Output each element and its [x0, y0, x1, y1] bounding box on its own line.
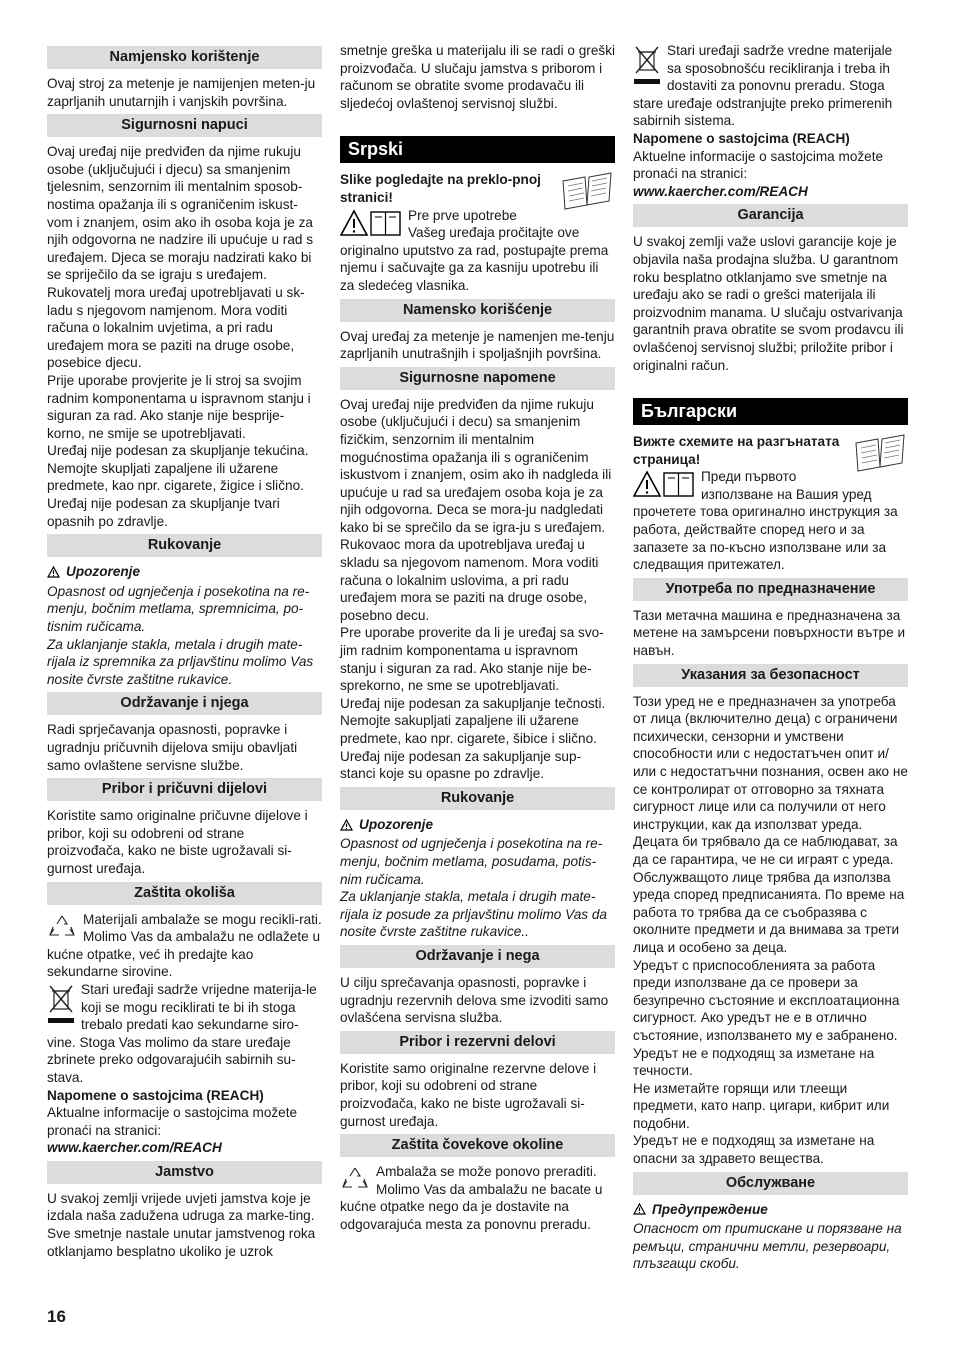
paragraph: U cilju sprečavanja opasnosti, popravke i ugradnju rezervnih delova sme izvoditi samo ovlašćena servisna služba. — [340, 974, 609, 1026]
warning-label-text: Upozorenje — [359, 816, 434, 832]
open-book-icon — [852, 433, 908, 473]
paragraph: Уредът не е подходящ за изметане на опасни за здравето вещества. — [633, 1133, 875, 1167]
paragraph: Ovaj uređaj nije predviđen da njime rukuju osobe (uključujući i djecu) sa smanjenim tjelesnim, senzornim ili mentalnim sposob-nostima opažanja ili s ograničenim iskust-vom i znanjem, osim ako ih osoba koja je za njih odgovorna ne nadzire ili upućuje u rad s uređajem. Djeca se moraju nadzirati kako bi se spriječilo da se igraju s uređajem. — [47, 144, 314, 283]
section-heading: Jamstvo — [47, 1161, 322, 1184]
paragraph: Prije uporabe provjerite je li stroj sa svojim radnim komponentama u ispravnom stanju i siguran za rad. Ako stanje nije besprije-korno, ne smije se upotrebljavati. — [47, 372, 311, 441]
paragraph: U svakoj zemlji vrijede uvjeti jamstva koje je izdala naša zadužena udruga za marke-ting. Sve smetnje nastale unutar jamstvenog roka otklanjamo besplatno ukoliko je uzrok — [47, 1190, 316, 1259]
section-heading: Rukovanje — [47, 534, 322, 557]
paragraph: Uređaj nije podesan za skupljanje tekućina. — [47, 443, 309, 459]
paragraph: smetnje greška u materijalu ili se radi o greški proizvođača. U slučaju jamstva s priborom i računom se obratite svome prodavaču ili sljedećoj ovlaštenoj servisnoj službi. — [340, 43, 616, 111]
paragraph-text: Преди първото използване на Вашия уред прочетете това оригинално инструкция за работа, действайте според него и за запазете за по-късно използване или за следващия притежател. — [633, 469, 898, 573]
column-1 — [47, 42, 322, 1260]
paragraph — [633, 468, 908, 574]
warning-label — [633, 1201, 908, 1219]
paragraph: Тази метачна машина е предназначена за метене на замърсени повърхности вътре и навън. — [633, 607, 906, 659]
crossed-bin-icon — [47, 983, 75, 1025]
page-number: 16 — [47, 1307, 66, 1326]
column-3 — [633, 42, 908, 1273]
language-heading: Srpski — [340, 136, 615, 163]
warning-read-manual-icon — [633, 470, 695, 498]
paragraph-text: Materijali ambalaže se mogu recikli-rati. Molimo Vas da ambalažu ne odlažete u kućne otpatke, već ih predajte kao sekundarne sirovine. — [47, 911, 322, 980]
section-heading: Održavanje i njega — [47, 692, 322, 715]
paragraph-text: Pre prve upotrebe Vašeg uređaja pročitajte ove originalno uputstvo za rad, postupajte prema njemu i sačuvajte ga za kasniju upotrebu ili za sledećeg vlasnika. — [340, 207, 609, 293]
warning-triangle-icon — [340, 819, 353, 831]
warning-label — [47, 563, 322, 581]
warning-label-text: Upozorenje — [66, 564, 141, 580]
see-figures-text: Slike pogledajte na preklo-pnoj stranici! — [340, 172, 541, 205]
section-heading: Garancija — [633, 204, 908, 227]
paragraph: Aktuelne informacije o sastojcima možete pronaći na stranici: — [633, 148, 884, 182]
section-heading: Zaštita čovekove okoline — [340, 1134, 615, 1157]
warning-triangle-icon — [47, 566, 60, 578]
paragraph: Уредът с приспособленията за работа преди използване да се провери за безупречно състояние и експлоатационна сигурност. Ако уредът не е в отлично състояние, използването му е забранено. — [633, 957, 900, 1043]
see-figures-text: Вижте схемите на разгънатата страница! — [633, 434, 840, 467]
section-heading: Sigurnosne napomene — [340, 367, 615, 390]
see-figures-block — [633, 433, 908, 468]
paragraph: Nemojte skupljati zapaljene ili užarene predmete, kao npr. cigarete, žigice i slično. — [47, 460, 304, 494]
paragraph-text: Ambalaža se može ponovo preraditi. Molimo Vas da ambalažu ne bacate u kućne otpatke nego da je dostavite na odgovarajuća mesta za ponovnu preradu. — [340, 1164, 603, 1232]
reach-title: Napomene o sastojcima (REACH) — [47, 1087, 264, 1103]
column-2 — [340, 42, 615, 1233]
paragraph: Pre uporabe proverite da li je uređaj sa svo-jim radnim komponentama u ispravnom stanju i siguran za rad. Ako stanje nije be-sprekorno, ne sme se upotrebljavati. — [340, 625, 604, 694]
paragraph: Децата би трябвало да се наблюдават, за да се гарантира, че не си играят с уреда. — [633, 834, 898, 867]
warning-label — [340, 816, 615, 834]
recycle-icon — [47, 913, 77, 941]
see-figures-block — [340, 171, 615, 206]
warning-triangle-icon — [633, 1203, 646, 1215]
paragraph: Aktualne informacije o sastojcima možete pronaći na stranici: — [47, 1105, 298, 1138]
section-heading: Namensko korišćenje — [340, 299, 615, 322]
section-heading: Zaštita okoliša — [47, 882, 322, 905]
paragraph: Radi sprječavanja opasnosti, popravke i ugradnju pričuvnih dijelova smiju obavljati samo ovlaštene servisne službe. — [47, 722, 298, 773]
reach-url[interactable]: www.kaercher.com/REACH — [633, 183, 808, 199]
warning-label-text: Предупреждение — [652, 1201, 768, 1217]
paragraph: Ovaj uređaj za metenje je namenjen me-tenju zaprljanih unutrašnjih i spoljašnjih površina. — [340, 328, 615, 362]
paragraph — [633, 42, 908, 130]
warning-text: Opasnost od ugnječenja i posekotina na re-menju, bočnim metlama, posudama, potis-nim ručicama. — [340, 836, 603, 887]
warning-text: Za uklanjanje stakla, metala i drugih mate-rijala iz posude za prljavštinu molimo Vas da nosite čvrste zaštitne rukavice.. — [340, 889, 607, 940]
paragraph: Rukovatelj mora uređaj upotrebljavati u sk-ladu s njegovom namjenom. Mora voditi računa o lokalnim uvjetima, a pri radu uređajem mora se paziti na druge osobe, posebice djecu. — [47, 284, 305, 371]
section-heading: Namjensko korištenje — [47, 46, 322, 69]
paragraph: Koristite samo originalne pričuvne dijelove i pribor, koji su odobreni od strane proizvođača, kako ne biste ugrožavali si-gurnost uređaja. — [47, 808, 308, 876]
section-heading: Održavanje i nega — [340, 945, 615, 968]
warning-read-manual-icon — [340, 209, 402, 237]
warning-text: Опасност от притискане и порязване на ремъци, странични метли, резервоари, плъзгащи скоби. — [633, 1221, 902, 1272]
language-heading: Български — [633, 398, 908, 425]
paragraph: Този уред не е предназначен за употреба от лица (включително деца) с ограничени психически, сензорни и умствени способности или с недостатъчен опит и/или с недостатъчни познания, освен ако не се контролират от отговорно за тяхната сигурност лице или са получили от него инструкции, как да използват уреда. — [633, 693, 908, 832]
recycle-icon — [340, 1165, 370, 1193]
paragraph — [340, 1163, 615, 1233]
paragraph: U svakoj zemlji važe uslovi garancije koje je objavila naša prodajna služba. U garantnom roku besplatno otklanjamo sve smetnje na uređaju ako se radi o grešci materijala ili proizvodnim manama. U slučaju ostvarivanja garantnih prava obratite se svom prodavcu ili ovlašćenoj servisnoj službi; priložite pribor i originalni račun. — [633, 234, 904, 373]
open-book-icon — [559, 171, 615, 211]
paragraph-text: Stari uređaji sadrže vrijedne materija-le koji se mogu reciklirati te bi ih stoga trebalo predati kao sekundarne sirо-vine. Stoga Vas molimo da stare uređaje zbrinete preko odgovarajućih sabirnih su-stava. — [47, 981, 317, 1085]
paragraph: Ovaj uređaj nije predviđen da njime rukuju osobe (uključujući i decu) sa smanjenim fizičkim, senzornim ili mentalnim mogućnostima opažanja ili s ograničenim iskustvom i znanjem, osim ako ih nadgleda ili upućuje u rad sa uređajem osoba koja je za njih odgovorna. Deca se mora-ju nadgledati kako bi se sprečilo da se igra-ju s uređajem. — [340, 396, 612, 535]
paragraph: Koristite samo originalne rezervne delove i pribor, koji su odobreni od strane proizvođača, kako ne biste ugrožavali si-gurnost uređaja. — [340, 1060, 597, 1129]
paragraph: Rukovaoc mora da upotrebljava uređaj u skladu sa njegovom namenom. Mora voditi računa o lokalnim uslovima, a pri radu uređajem mora se paziti na druge osobe, posebno decu. — [340, 537, 599, 623]
paragraph: Уредът не е подходящ за изметане на течности. — [633, 1045, 875, 1079]
reach-url[interactable]: www.kaercher.com/REACH — [47, 1140, 222, 1156]
warning-text: Opasnost od ugnječenja i posekotina na re-menju, bočnim metlama, spremnicima, po-tisnim ručicama. — [47, 583, 310, 635]
paragraph: Uređaj nije podesan za sakupljanje sup-stanci koje su opasne po zdravlje. — [340, 748, 582, 782]
paragraph-text: Stari uređaji sadrže vredne materijale sa sposobnošću recikliranja i treba ih dostaviti za ponovnu preradu. Stoga stare uređaje odstranjujte preko primerenih sabirnih sistema. — [633, 43, 893, 129]
section-heading: Sigurnosni napuci — [47, 114, 322, 137]
paragraph: Uređaj nije podesan za skupljanje tvari opasnih po zdravlje. — [47, 496, 280, 529]
section-heading: Pribor i rezervni delovi — [340, 1031, 615, 1054]
paragraph: Nemojte sakupljati zapaljene ili užarene predmete, kao npr. cigarete, šibice i slično. — [340, 713, 597, 746]
paragraph: Uređaj nije podesan za sakupljanje tečnosti. — [340, 695, 606, 711]
section-heading: Обслужване — [633, 1172, 908, 1195]
warning-text: Za uklanjanje stakla, metala i drugih mate-rijala iz spremnika za prljavštinu molimo Vas nosite čvrste zaštitne rukavice. — [47, 636, 314, 687]
paragraph: Ovaj stroj za metenje je namijenjen meten-ju zaprljanih unutarnjih i vanjskih površina. — [47, 76, 316, 109]
section-heading: Указания за безопасност — [633, 664, 908, 687]
crossed-bin-icon — [633, 44, 661, 86]
paragraph — [47, 911, 322, 981]
section-heading: Употреба по предназначение — [633, 578, 908, 601]
paragraph — [340, 207, 615, 295]
paragraph: Обслужващото лице трябва да използва уреда според предписанията. По време на работа то трябва да се съобразява с околните предмети и да внимава за трети лица и особено за деца. — [633, 869, 905, 955]
reach-title: Napomene o sastojcima (REACH) — [633, 130, 850, 146]
paragraph: Не изметайте горящи или тлеещи предмети, като напр. цигари, кибрит или подобни. — [633, 1080, 890, 1131]
section-heading: Pribor i pričuvni dijelovi — [47, 778, 322, 801]
paragraph — [47, 981, 322, 1087]
section-heading: Rukovanje — [340, 787, 615, 810]
